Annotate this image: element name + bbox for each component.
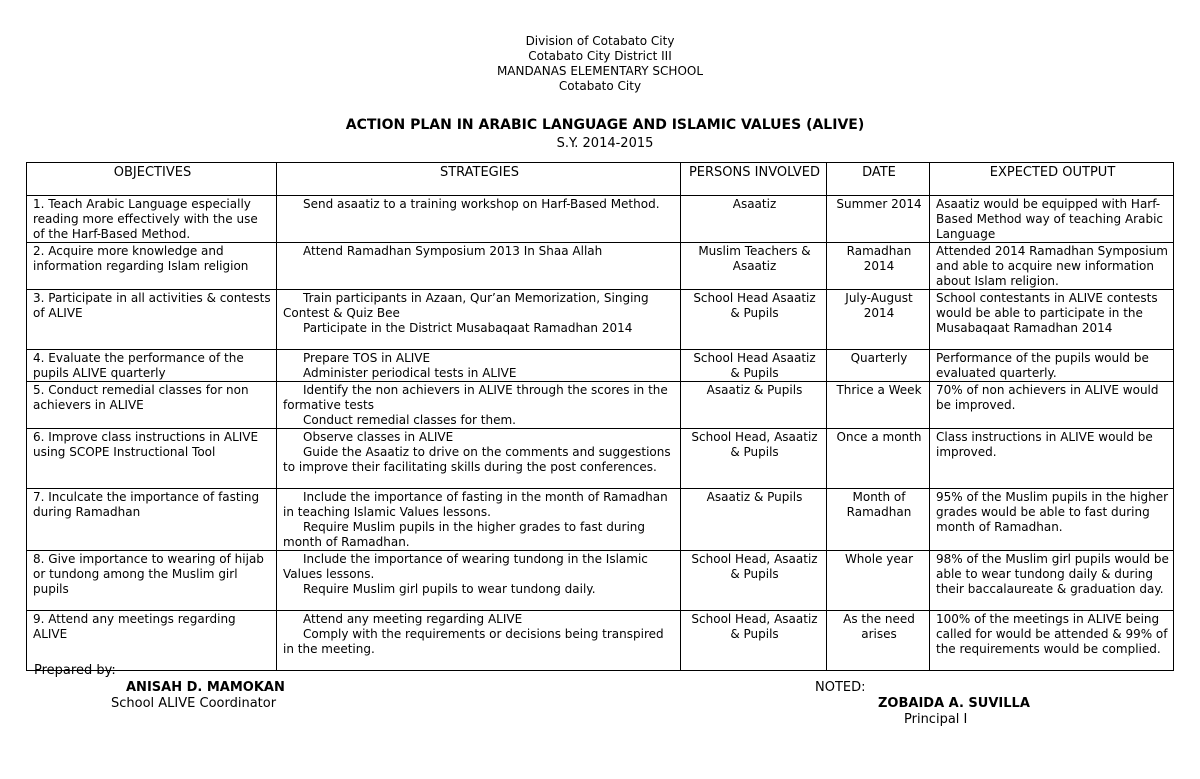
- output-cell: Asaatiz would be equipped with Harf-Based Method way of teaching Arabic Language: [930, 196, 1174, 243]
- table-row: [27, 429, 1174, 489]
- table-header-row: [27, 163, 1174, 196]
- strategy-item: Conduct remedial classes for them.: [303, 413, 516, 427]
- objective-cell: 4. Evaluate the performance of the pupils ALIVE quarterly: [27, 350, 277, 382]
- prepared-by-label: Prepared by:: [34, 663, 116, 678]
- prepared-by-name: ANISAH D. MAMOKAN: [126, 680, 285, 695]
- table-row: [27, 290, 1174, 350]
- strategies-cell: [277, 382, 681, 429]
- persons-cell: Asaatiz: [681, 196, 827, 243]
- strategy-item: Include the importance of wearing tundong in the Islamic Values lessons.: [283, 552, 648, 581]
- strategy-item: Participate in the District Musabaqaat Ramadhan 2014: [303, 321, 633, 335]
- col-objectives: OBJECTIVES: [27, 163, 277, 196]
- col-strategies: STRATEGIES: [277, 163, 681, 196]
- output-cell: Class instructions in ALIVE would be improved.: [930, 429, 1174, 489]
- strategies-cell: [277, 611, 681, 671]
- output-cell: 98% of the Muslim girl pupils would be able to wear tundong daily & during their baccalaureate & graduation day.: [930, 551, 1174, 611]
- output-cell: 95% of the Muslim pupils in the higher grades would be able to fast during month of Ramadhan.: [930, 489, 1174, 551]
- strategy-item: Require Muslim girl pupils to wear tundong daily.: [303, 582, 596, 596]
- date-cell: Thrice a Week: [827, 382, 930, 429]
- objective-cell: 3. Participate in all activities & contests of ALIVE: [27, 290, 277, 350]
- document-title: ACTION PLAN IN ARABIC LANGUAGE AND ISLAMIC VALUES (ALIVE): [345, 117, 865, 133]
- header-district: Cotabato City District III: [528, 49, 672, 63]
- table-row: [27, 243, 1174, 290]
- document-header: [0, 34, 1200, 94]
- school-year: S.Y. 2014-2015: [556, 136, 654, 151]
- col-expected-output: EXPECTED OUTPUT: [930, 163, 1174, 196]
- objective-cell: 5. Conduct remedial classes for non achievers in ALIVE: [27, 382, 277, 429]
- date-cell: Whole year: [827, 551, 930, 611]
- date-cell: July-August 2014: [827, 290, 930, 350]
- col-persons-involved: PERSONS INVOLVED: [681, 163, 827, 196]
- persons-cell: School Head, Asaatiz & Pupils: [681, 611, 827, 671]
- date-cell: Quarterly: [827, 350, 930, 382]
- persons-cell: School Head Asaatiz & Pupils: [681, 290, 827, 350]
- persons-cell: Asaatiz & Pupils: [681, 382, 827, 429]
- table-row: [27, 551, 1174, 611]
- objective-cell: 7. Inculcate the importance of fasting during Ramadhan: [27, 489, 277, 551]
- objective-cell: 9. Attend any meetings regarding ALIVE: [27, 611, 277, 671]
- strategies-cell: [277, 551, 681, 611]
- strategy-item: Administer periodical tests in ALIVE: [303, 366, 517, 380]
- table-row: [27, 196, 1174, 243]
- date-cell: Ramadhan 2014: [827, 243, 930, 290]
- strategy-item: Attend Ramadhan Symposium 2013 In Shaa Allah: [303, 244, 603, 258]
- strategy-item: Guide the Asaatiz to drive on the comments and suggestions to improve their facilitating skills during the post conferences.: [283, 445, 671, 474]
- table-row: [27, 611, 1174, 671]
- output-cell: School contestants in ALIVE contests would be able to participate in the Musabaqaat Ramadhan 2014: [930, 290, 1174, 350]
- output-cell: Performance of the pupils would be evaluated quarterly.: [930, 350, 1174, 382]
- strategy-item: Attend any meeting regarding ALIVE: [303, 612, 523, 626]
- noted-by-title: Principal I: [904, 712, 968, 727]
- table-row: [27, 350, 1174, 382]
- date-cell: As the need arises: [827, 611, 930, 671]
- noted-label: NOTED:: [815, 680, 866, 695]
- strategies-cell: [277, 350, 681, 382]
- date-cell: Month of Ramadhan: [827, 489, 930, 551]
- noted-by-name: ZOBAIDA A. SUVILLA: [878, 696, 1030, 711]
- persons-cell: School Head, Asaatiz & Pupils: [681, 429, 827, 489]
- header-city: Cotabato City: [558, 79, 642, 93]
- objective-cell: 2. Acquire more knowledge and information regarding Islam religion: [27, 243, 277, 290]
- strategies-cell: [277, 243, 681, 290]
- date-cell: Summer 2014: [827, 196, 930, 243]
- strategy-item: Require Muslim pupils in the higher grades to fast during month of Ramadhan.: [283, 520, 646, 549]
- table-row: [27, 382, 1174, 429]
- col-date: DATE: [827, 163, 930, 196]
- strategies-cell: [277, 196, 681, 243]
- strategy-item: Observe classes in ALIVE: [303, 430, 454, 444]
- persons-cell: School Head Asaatiz & Pupils: [681, 350, 827, 382]
- table-row: [27, 489, 1174, 551]
- strategies-cell: [277, 290, 681, 350]
- objective-cell: 6. Improve class instructions in ALIVE using SCOPE Instructional Tool: [27, 429, 277, 489]
- strategy-item: Train participants in Azaan, Qur’an Memorization, Singing Contest & Quiz Bee: [283, 291, 649, 320]
- strategy-item: Comply with the requirements or decisions being transpired in the meeting.: [283, 627, 664, 656]
- persons-cell: Asaatiz & Pupils: [681, 489, 827, 551]
- header-division: Division of Cotabato City: [525, 34, 675, 48]
- action-plan-table: [26, 162, 1174, 671]
- persons-cell: Muslim Teachers & Asaatiz: [681, 243, 827, 290]
- strategy-item: Identify the non achievers in ALIVE through the scores in the formative tests: [283, 383, 668, 412]
- output-cell: Attended 2014 Ramadhan Symposium and able to acquire new information about Islam religion.: [930, 243, 1174, 290]
- strategy-item: Prepare TOS in ALIVE: [303, 351, 431, 365]
- date-cell: Once a month: [827, 429, 930, 489]
- strategies-cell: [277, 489, 681, 551]
- strategies-cell: [277, 429, 681, 489]
- objective-cell: 8. Give importance to wearing of hijab or tundong among the Muslim girl pupils: [27, 551, 277, 611]
- objective-cell: 1. Teach Arabic Language especially reading more effectively with the use of the Harf-Based Method.: [27, 196, 277, 243]
- prepared-by-title: School ALIVE Coordinator: [111, 696, 277, 711]
- output-cell: 100% of the meetings in ALIVE being called for would be attended & 99% of the requirements would be complied.: [930, 611, 1174, 671]
- header-school: MANDANAS ELEMENTARY SCHOOL: [496, 64, 704, 78]
- output-cell: 70% of non achievers in ALIVE would be improved.: [930, 382, 1174, 429]
- persons-cell: School Head, Asaatiz & Pupils: [681, 551, 827, 611]
- strategy-item: Send asaatiz to a training workshop on Harf-Based Method.: [303, 197, 660, 211]
- strategy-item: Include the importance of fasting in the month of Ramadhan in teaching Islamic Values lessons.: [283, 490, 668, 519]
